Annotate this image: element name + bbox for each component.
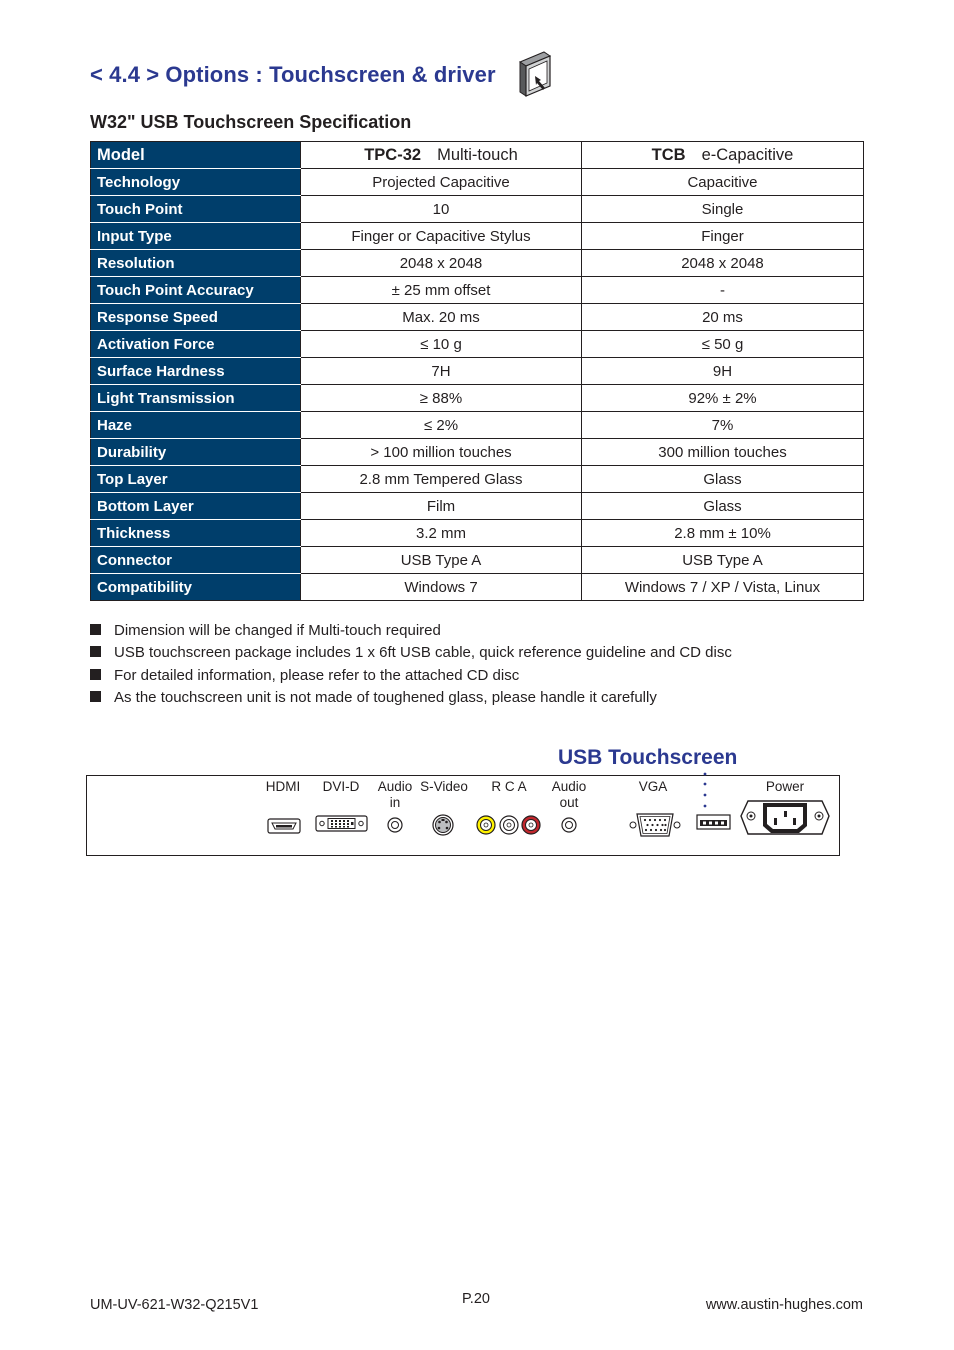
spec-label: Compatibility <box>91 574 301 601</box>
spec-value-tcb: 300 million touches <box>582 439 864 466</box>
note-item: As the touchscreen unit is not made of toughened glass, please handle it carefully <box>90 687 732 709</box>
power-inlet-icon <box>741 801 829 834</box>
spec-value-tpc: 2048 x 2048 <box>301 250 582 277</box>
spec-value-tcb: Capacitive <box>582 169 864 196</box>
spec-value-tpc: ± 25 mm offset <box>301 277 582 304</box>
spec-label: Haze <box>91 412 301 439</box>
model-tcb-code: TCB <box>651 145 686 164</box>
spec-value-tpc: Windows 7 <box>301 574 582 601</box>
spec-value-tcb: Glass <box>582 493 864 520</box>
port-label-audio-in: Audio in <box>377 779 413 810</box>
model-label: Model <box>91 142 301 169</box>
spec-value-tcb: 20 ms <box>582 304 864 331</box>
rca-jacks-icon <box>477 816 540 834</box>
spec-label: Resolution <box>91 250 301 277</box>
spec-label: Response Speed <box>91 304 301 331</box>
spec-value-tcb: 2048 x 2048 <box>582 250 864 277</box>
spec-value-tpc: 3.2 mm <box>301 520 582 547</box>
note-item: Dimension will be changed if Multi-touch required <box>90 620 732 642</box>
spec-value-tpc: 2.8 mm Tempered Glass <box>301 466 582 493</box>
table-title: W32" USB Touchscreen Specification <box>90 112 412 132</box>
port-label-vga: VGA <box>638 779 668 794</box>
spec-value-tcb: Glass <box>582 466 864 493</box>
spec-value-tpc: USB Type A <box>301 547 582 574</box>
spec-value-tpc: Projected Capacitive <box>301 169 582 196</box>
port-label-rca: R C A <box>491 779 527 794</box>
model-tpc-type: Multi-touch <box>437 145 518 164</box>
spec-value-tcb: Single <box>582 196 864 223</box>
spec-value-tpc: Max. 20 ms <box>301 304 582 331</box>
spec-label: Connector <box>91 547 301 574</box>
spec-value-tpc: > 100 million touches <box>301 439 582 466</box>
spec-value-tcb: 9H <box>582 358 864 385</box>
model-tcb-type: e-Capacitive <box>701 145 794 164</box>
spec-value-tpc: ≥ 88% <box>301 385 582 412</box>
spec-value-tcb: 2.8 mm ± 10% <box>582 520 864 547</box>
audio-in-jack-icon <box>388 818 402 832</box>
model-tpc-code: TPC-32 <box>364 145 422 164</box>
spec-label: Thickness <box>91 520 301 547</box>
spec-label: Technology <box>91 169 301 196</box>
usb-pointer-dots <box>704 773 707 808</box>
spec-label: Light Transmission <box>91 385 301 412</box>
hdmi-port-icon <box>268 819 300 833</box>
spec-value-tpc: 7H <box>301 358 582 385</box>
spec-value-tcb: 7% <box>582 412 864 439</box>
spec-value-tpc: Finger or Capacitive Stylus <box>301 223 582 250</box>
port-label-svideo: S-Video <box>420 779 468 794</box>
spec-value-tpc: ≤ 2% <box>301 412 582 439</box>
vga-port-icon <box>630 814 680 836</box>
spec-label: Top Layer <box>91 466 301 493</box>
spec-value-tcb: ≤ 50 g <box>582 331 864 358</box>
spec-value-tcb: - <box>582 277 864 304</box>
spec-value-tcb: USB Type A <box>582 547 864 574</box>
spec-label: Bottom Layer <box>91 493 301 520</box>
spec-label: Surface Hardness <box>91 358 301 385</box>
dvi-port-icon <box>316 816 367 831</box>
spec-label: Activation Force <box>91 331 301 358</box>
port-label-audio-out: Audio out <box>551 779 587 810</box>
spec-value-tpc: ≤ 10 g <box>301 331 582 358</box>
spec-value-tcb: Finger <box>582 223 864 250</box>
spec-value-tpc: 10 <box>301 196 582 223</box>
spec-value-tcb: 92% ± 2% <box>582 385 864 412</box>
port-label-hdmi: HDMI <box>265 779 301 794</box>
note-item: USB touchscreen package includes 1 x 6ft USB cable, quick reference guideline and CD disc <box>90 642 732 664</box>
page-number: P.20 <box>462 1291 490 1307</box>
port-label-dvid: DVI-D <box>322 779 360 794</box>
section-heading: < 4.4 > Options : Touchscreen & driver <box>90 62 496 87</box>
website: www.austin-hughes.com <box>705 1297 863 1313</box>
port-label-power: Power <box>765 779 805 794</box>
note-item: For detailed information, please refer to the attached CD disc <box>90 665 732 687</box>
usb-port-icon <box>697 815 730 829</box>
svideo-port-icon <box>433 815 453 835</box>
spec-value-tpc: Film <box>301 493 582 520</box>
usb-touchscreen-title: USB Touchscreen <box>558 746 738 769</box>
document-code: UM-UV-621-W32-Q215V1 <box>90 1297 259 1313</box>
spec-label: Touch Point Accuracy <box>91 277 301 304</box>
audio-out-jack-icon <box>562 818 576 832</box>
spec-label: Input Type <box>91 223 301 250</box>
spec-label: Durability <box>91 439 301 466</box>
spec-label: Touch Point <box>91 196 301 223</box>
spec-value-tcb: Windows 7 / XP / Vista, Linux <box>582 574 864 601</box>
